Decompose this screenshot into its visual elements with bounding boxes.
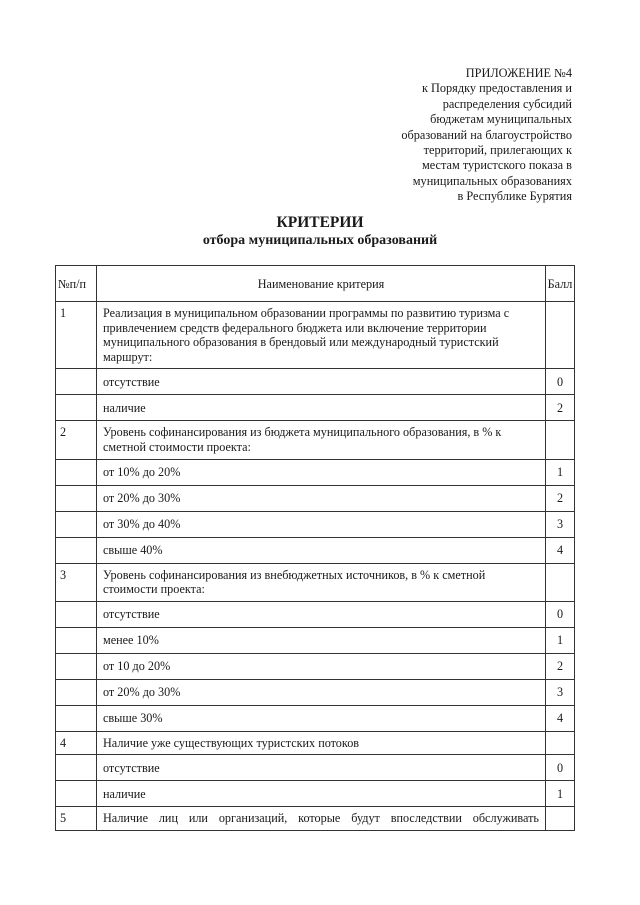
row-score: 0 (546, 755, 575, 781)
table-body (56, 302, 575, 831)
table-row (56, 601, 575, 627)
annex-header (342, 66, 572, 205)
row-criterion: от 20% до 30% (97, 679, 546, 705)
annex-line: распределения субсидий (442, 96, 572, 111)
table-row (56, 395, 575, 421)
table-row (56, 421, 575, 459)
table-row (56, 807, 575, 831)
table-row (56, 679, 575, 705)
row-criterion: свыше 40% (97, 537, 546, 563)
row-score: 2 (546, 485, 575, 511)
row-criterion: Наличие уже существующих туристских потоков (97, 731, 546, 755)
row-score: 1 (546, 781, 575, 807)
row-num: 5 (56, 807, 97, 831)
header-num: №п/п (56, 266, 97, 302)
row-num (56, 679, 97, 705)
table-row (56, 302, 575, 369)
table-row (56, 731, 575, 755)
row-score (546, 302, 575, 369)
row-score: 2 (546, 395, 575, 421)
row-num (56, 537, 97, 563)
row-num (56, 653, 97, 679)
table-row (56, 485, 575, 511)
row-criterion: Наличие лиц или организаций, которые будут впоследствии обслуживать (97, 807, 546, 831)
row-score (546, 421, 575, 459)
title-sub: отбора муниципальных образований (202, 233, 438, 248)
row-criterion: наличие (97, 395, 546, 421)
header-name: Наименование критерия (97, 266, 546, 302)
table-row (56, 459, 575, 485)
row-score: 0 (546, 601, 575, 627)
row-criterion: наличие (97, 781, 546, 807)
table-row (56, 537, 575, 563)
row-criterion: от 20% до 30% (97, 485, 546, 511)
row-criterion: от 10 до 20% (97, 653, 546, 679)
row-num (56, 755, 97, 781)
row-criterion: отсутствие (97, 755, 546, 781)
annex-line: территорий, прилегающих к (423, 143, 572, 158)
row-score: 1 (546, 459, 575, 485)
header-score: Балл (546, 266, 575, 302)
title-main: КРИТЕРИИ (276, 214, 364, 231)
row-num (56, 395, 97, 421)
row-score: 4 (546, 705, 575, 731)
table-row (56, 653, 575, 679)
annex-line: в Республике Бурятия (457, 189, 572, 204)
row-score (546, 731, 575, 755)
table-row (56, 369, 575, 395)
annex-line: муниципальных образованиях (412, 173, 572, 188)
annex-line: образований на благоустройство (401, 127, 572, 142)
row-score: 0 (546, 369, 575, 395)
row-num (56, 511, 97, 537)
row-score: 2 (546, 653, 575, 679)
row-criterion: Реализация в муниципальном образовании программы по развитию туризма с привлечением средств федерального бюджета или включение территории муниципального образования в брендовый или международный туристский маршрут: (97, 302, 546, 369)
annex-line: к Порядку предоставления и (421, 81, 572, 96)
row-num: 1 (56, 302, 97, 369)
row-score (546, 807, 575, 831)
row-num (56, 781, 97, 807)
row-criterion: от 30% до 40% (97, 511, 546, 537)
criteria-table (55, 265, 575, 831)
table-row (56, 627, 575, 653)
row-num (56, 705, 97, 731)
row-criterion: от 10% до 20% (97, 459, 546, 485)
row-criterion: менее 10% (97, 627, 546, 653)
row-criterion: отсутствие (97, 369, 546, 395)
row-num (56, 369, 97, 395)
table-header-row (56, 266, 575, 302)
row-criterion: Уровень софинансирования из бюджета муниципального образования, в % к сметной стоимости проекта: (97, 421, 546, 459)
row-num: 3 (56, 563, 97, 601)
table-row (56, 705, 575, 731)
row-num: 4 (56, 731, 97, 755)
table-row (56, 511, 575, 537)
annex-line: ПРИЛОЖЕНИЕ №4 (465, 66, 572, 80)
row-score: 4 (546, 537, 575, 563)
row-score: 3 (546, 679, 575, 705)
row-num (56, 627, 97, 653)
row-num (56, 601, 97, 627)
annex-line: бюджетам муниципальных (430, 112, 572, 127)
row-criterion: отсутствие (97, 601, 546, 627)
row-score: 1 (546, 627, 575, 653)
row-score (546, 563, 575, 601)
table-row (56, 563, 575, 601)
table-row (56, 755, 575, 781)
row-score: 3 (546, 511, 575, 537)
table-row (56, 781, 575, 807)
row-criterion: свыше 30% (97, 705, 546, 731)
annex-line: местам туристского показа в (421, 158, 572, 173)
row-criterion: Уровень софинансирования из внебюджетных источников, в % к сметной стоимости проекта: (97, 563, 546, 601)
row-num (56, 459, 97, 485)
document-title (0, 213, 640, 250)
row-num: 2 (56, 421, 97, 459)
row-num (56, 485, 97, 511)
